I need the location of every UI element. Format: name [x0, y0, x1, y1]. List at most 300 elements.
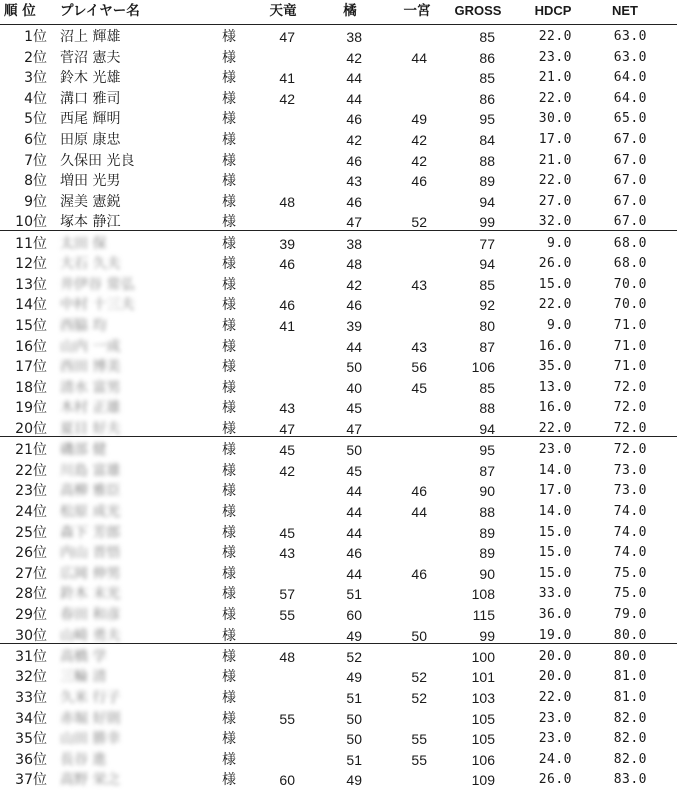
gross-score: 85	[479, 379, 495, 396]
player-name: 磯部 健	[60, 442, 107, 459]
gross-score: 89	[479, 524, 495, 541]
table-row	[0, 68, 677, 88]
table-row	[0, 398, 677, 418]
gross-score: 86	[479, 49, 495, 66]
net-score: 67.0	[613, 132, 647, 147]
ichinomiya-score: 55	[411, 731, 427, 748]
net-score: 67.0	[613, 152, 647, 168]
gross-score: 87	[479, 338, 495, 355]
table-row	[0, 688, 677, 708]
net-score: 65.0	[613, 111, 647, 127]
ichinomiya-score: 43	[411, 276, 427, 293]
net-score: 82.0	[613, 751, 647, 767]
player-name: 広岡 伸男	[60, 565, 121, 582]
tachibana-score: 60	[346, 607, 362, 623]
gross-score: 95	[479, 442, 495, 459]
net-score: 70.0	[613, 276, 647, 292]
net-score: 83.0	[613, 772, 647, 788]
rank-cell: 7位	[24, 152, 47, 169]
tenryu-score: 48	[279, 193, 295, 210]
group-rule-2	[0, 436, 677, 437]
hdcp-value: 13.0	[538, 379, 572, 395]
header-tenryu: 天竜	[269, 3, 297, 19]
player-name: 高野 栄之	[60, 772, 121, 789]
net-score: 67.0	[613, 193, 647, 209]
player-name: 鈴木 光雄	[60, 70, 121, 87]
net-score: 82.0	[613, 710, 647, 726]
hdcp-value: 15.0	[538, 276, 572, 292]
hdcp-value: 14.0	[538, 462, 572, 478]
gross-score: 86	[479, 90, 495, 107]
honorific: 様	[222, 731, 236, 748]
tachibana-score: 47	[346, 214, 362, 231]
net-score: 82.0	[613, 731, 647, 747]
ichinomiya-score: 44	[411, 504, 427, 520]
honorific: 様	[222, 627, 236, 644]
honorific: 様	[222, 462, 236, 479]
hdcp-value: 22.0	[538, 90, 572, 106]
gross-score: 88	[479, 400, 495, 417]
rank-cell: 17位	[15, 359, 47, 376]
rank-cell: 26位	[15, 545, 47, 562]
rank-cell: 24位	[15, 504, 47, 520]
tachibana-score: 51	[346, 690, 362, 706]
tachibana-score: 44	[346, 70, 362, 87]
player-name: 鈴木 末光	[60, 586, 121, 603]
ichinomiya-score: 46	[411, 483, 427, 500]
table-row	[0, 378, 677, 398]
ichinomiya-score: 55	[411, 751, 427, 768]
honorific: 様	[222, 193, 236, 210]
hdcp-value: 20.0	[538, 669, 572, 685]
tachibana-score: 51	[346, 586, 362, 603]
table-row	[0, 316, 677, 336]
header-tachibana: 橘	[343, 3, 357, 19]
tenryu-score: 43	[279, 400, 295, 417]
player-name: 山田 勝幸	[60, 731, 121, 748]
player-name: 三輪 清	[60, 669, 107, 686]
hdcp-value: 27.0	[538, 193, 572, 209]
rank-cell: 35位	[15, 731, 47, 748]
header-gross: GROSS	[454, 3, 502, 18]
player-name: 長谷 進	[60, 751, 107, 768]
hdcp-value: 21.0	[538, 152, 572, 168]
rank-cell: 21位	[15, 442, 47, 459]
honorific: 様	[222, 421, 236, 437]
rank-cell: 8位	[24, 173, 47, 190]
net-score: 63.0	[613, 29, 647, 44]
gross-score: 90	[479, 565, 495, 582]
gross-score: 115	[472, 607, 495, 623]
net-score: 67.0	[613, 173, 647, 189]
rank-cell: 15位	[15, 318, 47, 334]
player-name: 春田 和彦	[60, 607, 121, 623]
gross-score: 84	[479, 132, 495, 148]
player-name: 夏目 好夫	[60, 421, 121, 437]
tachibana-score: 42	[346, 49, 362, 66]
honorific: 様	[222, 648, 236, 665]
table-row	[0, 564, 677, 584]
tenryu-score: 45	[279, 442, 295, 459]
net-score: 72.0	[613, 400, 647, 416]
gross-score: 85	[479, 276, 495, 293]
hdcp-value: 32.0	[538, 214, 572, 230]
tachibana-score: 44	[346, 90, 362, 107]
table-row	[0, 440, 677, 460]
net-score: 74.0	[613, 545, 647, 561]
tenryu-score: 41	[279, 70, 295, 87]
rank-cell: 25位	[15, 524, 47, 541]
ichinomiya-score: 52	[411, 669, 427, 686]
table-row	[0, 234, 677, 254]
gross-score: 100	[471, 648, 495, 665]
hdcp-value: 23.0	[538, 49, 572, 65]
rank-cell: 3位	[24, 70, 47, 87]
table-row	[0, 729, 677, 749]
net-score: 71.0	[613, 359, 647, 375]
honorific: 様	[222, 132, 236, 148]
rank-cell: 4位	[24, 90, 47, 107]
gross-score: 80	[479, 318, 495, 334]
honorific: 様	[222, 297, 236, 314]
honorific: 様	[222, 379, 236, 396]
player-name: 森下 芳郎	[60, 524, 121, 541]
honorific: 様	[222, 359, 236, 376]
tenryu-score: 42	[279, 462, 295, 479]
player-name: 太田 保	[60, 235, 107, 252]
gross-score: 87	[479, 462, 495, 479]
rank-cell: 16位	[15, 338, 47, 355]
table-row	[0, 502, 677, 522]
rank-cell: 27位	[15, 565, 47, 582]
gross-score: 92	[479, 297, 495, 314]
group-rule-1	[0, 230, 677, 231]
tenryu-score: 46	[279, 297, 295, 314]
tachibana-score: 43	[346, 173, 362, 190]
tachibana-score: 46	[346, 297, 362, 314]
player-name: 溝口 雅司	[60, 90, 121, 107]
net-score: 70.0	[613, 297, 647, 313]
rank-cell: 19位	[15, 400, 47, 417]
honorific: 様	[222, 669, 236, 686]
net-score: 64.0	[613, 70, 647, 86]
table-row	[0, 543, 677, 563]
tachibana-score: 46	[346, 545, 362, 562]
rank-cell: 9位	[24, 193, 47, 210]
header-net: NET	[612, 3, 638, 18]
header-ichinomiya: 一宮	[403, 3, 431, 19]
hdcp-value: 22.0	[538, 690, 572, 705]
player-name: 久米 行子	[60, 690, 121, 706]
rank-cell: 32位	[15, 669, 47, 686]
hdcp-value: 14.0	[538, 504, 572, 519]
tenryu-score: 41	[279, 318, 295, 334]
honorific: 様	[222, 173, 236, 190]
rank-cell: 5位	[24, 111, 47, 128]
rank-cell: 28位	[15, 586, 47, 603]
gross-score: 94	[479, 421, 495, 437]
rank-cell: 14位	[15, 297, 47, 314]
player-name: 中村 十三夫	[60, 297, 135, 314]
ichinomiya-score: 46	[411, 565, 427, 582]
table-row	[0, 337, 677, 357]
player-name: 菅沼 憲夫	[60, 49, 121, 66]
player-name: 川島 富雄	[60, 462, 121, 479]
player-name: 大石 久夫	[60, 256, 121, 273]
hdcp-value: 22.0	[538, 421, 572, 436]
table-row	[0, 667, 677, 687]
tachibana-score: 50	[346, 710, 362, 727]
table-row	[0, 584, 677, 604]
honorific: 様	[222, 772, 236, 789]
honorific: 様	[222, 256, 236, 273]
hdcp-value: 36.0	[538, 607, 572, 622]
table-row	[0, 357, 677, 377]
rank-cell: 23位	[15, 483, 47, 500]
hdcp-value: 16.0	[538, 400, 572, 416]
net-score: 80.0	[613, 648, 647, 664]
tachibana-score: 49	[346, 772, 362, 789]
honorific: 様	[222, 565, 236, 582]
gross-score: 88	[479, 152, 495, 169]
hdcp-value: 16.0	[538, 338, 572, 354]
hdcp-value: 22.0	[538, 297, 572, 313]
player-name: 高橋 学	[60, 648, 107, 665]
hdcp-value: 15.0	[538, 565, 572, 581]
gross-score: 109	[471, 772, 495, 789]
header-player: プレイヤー名	[60, 3, 140, 19]
hdcp-value: 15.0	[538, 545, 572, 561]
player-name: 久保田 光良	[60, 152, 135, 169]
player-name: 山内 一成	[60, 338, 121, 355]
gross-score: 103	[471, 690, 495, 706]
hdcp-value: 22.0	[538, 29, 572, 44]
honorific: 様	[222, 710, 236, 727]
tachibana-score: 38	[346, 235, 362, 252]
honorific: 様	[222, 545, 236, 562]
net-score: 64.0	[613, 90, 647, 106]
tenryu-score: 42	[279, 90, 295, 107]
hdcp-value: 33.0	[538, 586, 572, 602]
honorific: 様	[222, 111, 236, 128]
honorific: 様	[222, 442, 236, 459]
ichinomiya-score: 49	[411, 111, 427, 128]
rank-cell: 20位	[15, 421, 47, 437]
tachibana-score: 46	[346, 152, 362, 169]
player-name: 高柳 雅臣	[60, 483, 121, 500]
rank-cell: 31位	[15, 648, 47, 665]
hdcp-value: 21.0	[538, 70, 572, 86]
tachibana-score: 40	[346, 379, 362, 396]
honorific: 様	[222, 29, 236, 45]
honorific: 様	[222, 152, 236, 169]
rank-cell: 10位	[15, 214, 47, 231]
tachibana-score: 38	[346, 29, 362, 45]
honorific: 様	[222, 607, 236, 623]
table-row	[0, 481, 677, 501]
tachibana-score: 45	[346, 462, 362, 479]
table-row	[0, 192, 677, 212]
tachibana-score: 49	[346, 627, 362, 644]
rank-cell: 11位	[15, 235, 47, 252]
rank-cell: 37位	[15, 772, 47, 789]
ichinomiya-score: 44	[411, 49, 427, 66]
net-score: 80.0	[613, 627, 647, 643]
tenryu-score: 45	[279, 524, 295, 541]
gross-score: 105	[471, 731, 495, 748]
gross-score: 105	[471, 710, 495, 727]
table-row	[0, 770, 677, 790]
tachibana-score: 42	[346, 276, 362, 293]
gross-score: 94	[479, 256, 495, 273]
table-row	[0, 523, 677, 543]
player-name: 松原 成光	[60, 504, 121, 520]
rank-cell: 34位	[15, 710, 47, 727]
net-score: 72.0	[613, 421, 647, 436]
gross-score: 99	[479, 627, 495, 644]
gross-score: 108	[471, 586, 495, 603]
honorific: 様	[222, 524, 236, 541]
player-name: 赤堀 好則	[60, 710, 121, 727]
net-score: 73.0	[613, 483, 647, 499]
tachibana-score: 46	[346, 193, 362, 210]
hdcp-value: 19.0	[538, 627, 572, 643]
net-score: 63.0	[613, 49, 647, 65]
honorific: 様	[222, 586, 236, 603]
table-row	[0, 461, 677, 481]
ichinomiya-score: 42	[411, 152, 427, 169]
net-score: 73.0	[613, 462, 647, 478]
tenryu-score: 57	[279, 586, 295, 603]
rank-cell: 12位	[15, 256, 47, 273]
honorific: 様	[222, 338, 236, 355]
net-score: 81.0	[613, 669, 647, 685]
tachibana-score: 51	[346, 751, 362, 768]
tachibana-score: 44	[346, 338, 362, 355]
table-row	[0, 130, 677, 150]
tenryu-score: 55	[279, 710, 295, 727]
table-row	[0, 254, 677, 274]
rank-cell: 2位	[24, 49, 47, 66]
rank-cell: 36位	[15, 751, 47, 768]
hdcp-value: 23.0	[538, 731, 572, 747]
gross-score: 106	[471, 359, 495, 376]
tenryu-score: 48	[279, 648, 295, 665]
group-rule-3	[0, 643, 677, 644]
honorific: 様	[222, 400, 236, 417]
ichinomiya-score: 52	[411, 214, 427, 231]
ichinomiya-score: 43	[411, 338, 427, 355]
table-row	[0, 27, 677, 47]
net-score: 68.0	[613, 256, 647, 272]
net-score: 72.0	[613, 379, 647, 395]
tachibana-score: 52	[346, 648, 362, 665]
tachibana-score: 50	[346, 359, 362, 376]
table-row	[0, 605, 677, 625]
hdcp-value: 17.0	[538, 483, 572, 499]
header-hdcp: HDCP	[534, 3, 572, 18]
header-rule	[0, 24, 677, 25]
hdcp-value: 20.0	[538, 648, 572, 664]
tenryu-score: 47	[279, 29, 295, 45]
rank-cell: 1位	[24, 29, 47, 45]
hdcp-value: 9.0	[547, 235, 572, 251]
table-row	[0, 89, 677, 109]
honorific: 様	[222, 70, 236, 87]
tenryu-score: 47	[279, 421, 295, 437]
tachibana-score: 42	[346, 132, 362, 148]
hdcp-value: 17.0	[538, 132, 572, 147]
ichinomiya-score: 52	[411, 690, 427, 706]
gross-score: 89	[479, 173, 495, 190]
tachibana-score: 44	[346, 504, 362, 520]
hdcp-value: 30.0	[538, 111, 572, 127]
tachibana-score: 44	[346, 565, 362, 582]
tenryu-score: 55	[279, 607, 295, 623]
tachibana-score: 39	[346, 318, 362, 334]
gross-score: 95	[479, 111, 495, 128]
gross-score: 90	[479, 483, 495, 500]
table-row	[0, 275, 677, 295]
tenryu-score: 43	[279, 545, 295, 562]
net-score: 74.0	[613, 504, 647, 519]
player-name: 山崎 勇夫	[60, 627, 121, 644]
tachibana-score: 46	[346, 111, 362, 128]
hdcp-value: 26.0	[538, 772, 572, 788]
rank-cell: 33位	[15, 690, 47, 706]
tachibana-score: 49	[346, 669, 362, 686]
table-row	[0, 295, 677, 315]
net-score: 79.0	[613, 607, 647, 622]
player-name: 田原 康忠	[60, 132, 121, 148]
hdcp-value: 23.0	[538, 442, 572, 458]
player-name: 内山 晋悟	[60, 545, 121, 562]
player-name: 西尾 輝明	[60, 111, 121, 128]
table-row	[0, 647, 677, 667]
tenryu-score: 46	[279, 256, 295, 273]
honorific: 様	[222, 235, 236, 252]
player-name: 井伊谷 常弘	[60, 276, 135, 293]
rank-cell: 18位	[15, 379, 47, 396]
hdcp-value: 15.0	[538, 524, 572, 540]
player-name: 清水 富男	[60, 379, 121, 396]
gross-score: 99	[479, 214, 495, 231]
honorific: 様	[222, 49, 236, 66]
tachibana-score: 44	[346, 483, 362, 500]
tachibana-score: 47	[346, 421, 362, 437]
honorific: 様	[222, 318, 236, 334]
honorific: 様	[222, 751, 236, 768]
gross-score: 94	[479, 193, 495, 210]
hdcp-value: 22.0	[538, 173, 572, 189]
honorific: 様	[222, 214, 236, 231]
gross-score: 85	[479, 29, 495, 45]
rank-cell: 30位	[15, 627, 47, 644]
tachibana-score: 50	[346, 731, 362, 748]
tachibana-score: 44	[346, 524, 362, 541]
ichinomiya-score: 56	[411, 359, 427, 376]
net-score: 71.0	[613, 338, 647, 354]
honorific: 様	[222, 276, 236, 293]
rank-cell: 13位	[15, 276, 47, 293]
net-score: 71.0	[613, 318, 647, 333]
net-score: 68.0	[613, 235, 647, 251]
gross-score: 106	[471, 751, 495, 768]
net-score: 67.0	[613, 214, 647, 230]
honorific: 様	[222, 504, 236, 520]
hdcp-value: 26.0	[538, 256, 572, 272]
rank-cell: 22位	[15, 462, 47, 479]
